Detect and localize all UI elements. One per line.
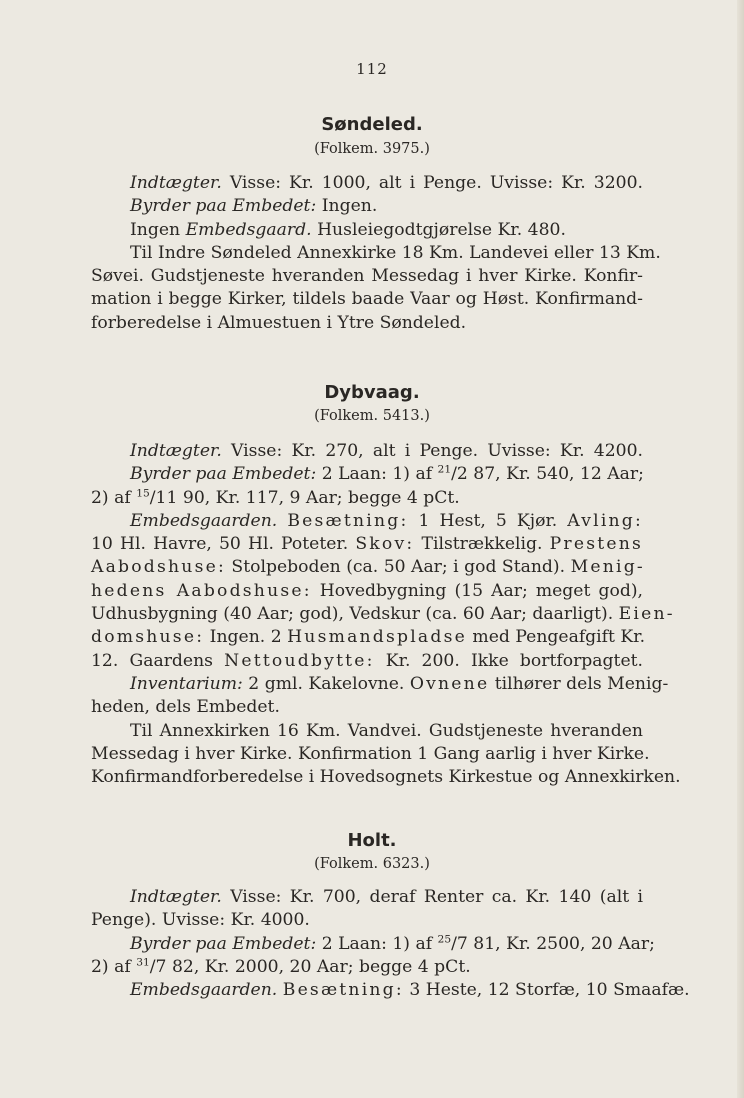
text-line: Udhusbygning (40 Aar; god), Vedskur (ca. 60 Aar; daarligt). Eien- bbox=[91, 604, 675, 625]
section-body-dybvaag bbox=[91, 440, 681, 789]
text-line: Byrder paa Embedet: Ingen. bbox=[130, 196, 378, 217]
text-line: Indtægter. Visse: Kr. 270, alt i Penge. Uvisse: Kr. 4200. bbox=[130, 441, 643, 461]
text-line: Penge). Uvisse: Kr. 4000. bbox=[91, 910, 310, 931]
section-heading-holt: Holt. bbox=[347, 830, 397, 851]
text-line: Til Annexkirken 16 Km. Vandvei. Gudstjeneste hveranden bbox=[130, 720, 643, 741]
text-line: 10 Hl. Havre, 50 Hl. Poteter. Skov: Tilstrækkelig. Prestens bbox=[91, 534, 643, 555]
text-line: Aabodshuse: Stolpeboden (ca. 50 Aar; i god Stand). Menig- bbox=[91, 557, 645, 578]
text-line: Konfirmandforberedelse i Hovedsognets Kirkestue og Annexkirken. bbox=[91, 767, 681, 788]
text-line: 2) af $^{15}$/11 90, Kr. 117, 9 Aar; begge 4 pCt. bbox=[91, 485, 460, 508]
text-line: 2) af $^{31}$/7 82, Kr. 2000, 20 Aar; begge 4 pCt. bbox=[91, 955, 471, 977]
text-line: mation i begge Kirker, tildels baade Vaar og Høst. Konfirmand- bbox=[91, 289, 643, 310]
text-line: hedens Aabodshuse: Hovedbygning (15 Aar; meget god), bbox=[91, 580, 643, 601]
section-body-sondeled bbox=[91, 172, 661, 335]
text-line: Byrder paa Embedet: 2 Laan: 1) af $^{25}$/7 81, Kr. 2500, 20 Aar; bbox=[130, 931, 655, 954]
text-line: Byrder paa Embedet: 2 Laan: 1) af $^{21}$/2 87, Kr. 540, 12 Aar; bbox=[130, 462, 644, 485]
folkem-sondeled: (Folkem. 3975.) bbox=[314, 141, 430, 157]
section-body-holt bbox=[91, 886, 690, 1002]
text-line: Indtægter. Visse: Kr. 700, deraf Renter ca. Kr. 140 (alt i bbox=[130, 887, 643, 907]
text-line: 12. Gaardens Nettoudbytte: Kr. 200. Ikke bortforpagtet. bbox=[91, 650, 643, 671]
text-line: Inventarium: 2 gml. Kakelovne. Ovnene tilhører dels Menig- bbox=[130, 673, 669, 694]
text-line: Til Indre Søndeled Annexkirke 18 Km. Landevei eller 13 Km. bbox=[130, 242, 661, 263]
text-line: Messedag i hver Kirke. Konfirmation 1 Gang aarlig i hver Kirke. bbox=[91, 743, 650, 764]
section-heading-sondeled: Søndeled. bbox=[321, 114, 423, 135]
text-line: Søvei. Gudstjeneste hveranden Messedag i hver Kirke. Konfir- bbox=[91, 266, 643, 287]
section-heading-dybvaag: Dybvaag. bbox=[324, 382, 420, 403]
text-line: Ingen Embedsgaard. Husleiegodtgjørelse Kr. 480. bbox=[130, 219, 566, 240]
text-line: Indtægter. Visse: Kr. 1000, alt i Penge. Uvisse: Kr. 3200. bbox=[130, 173, 643, 193]
page-edge bbox=[737, 0, 744, 1098]
text-line: forberedelse i Almuestuen i Ytre Søndeled. bbox=[91, 312, 467, 333]
folkem-dybvaag: (Folkem. 5413.) bbox=[314, 408, 430, 424]
text-line: heden, dels Embedet. bbox=[91, 697, 280, 718]
folkem-holt: (Folkem. 6323.) bbox=[314, 856, 430, 872]
text-line: Embedsgaarden. Besætning: 3 Heste, 12 Storfæ, 10 Smaafæ. bbox=[130, 980, 690, 1001]
text-line: Embedsgaarden. Besætning: 1 Hest, 5 Kjør. Avling: bbox=[130, 510, 643, 531]
page-number: 112 bbox=[356, 60, 388, 78]
text-line: domshuse: Ingen. 2 Husmandspladse med Pengeafgift Kr. bbox=[91, 627, 646, 648]
